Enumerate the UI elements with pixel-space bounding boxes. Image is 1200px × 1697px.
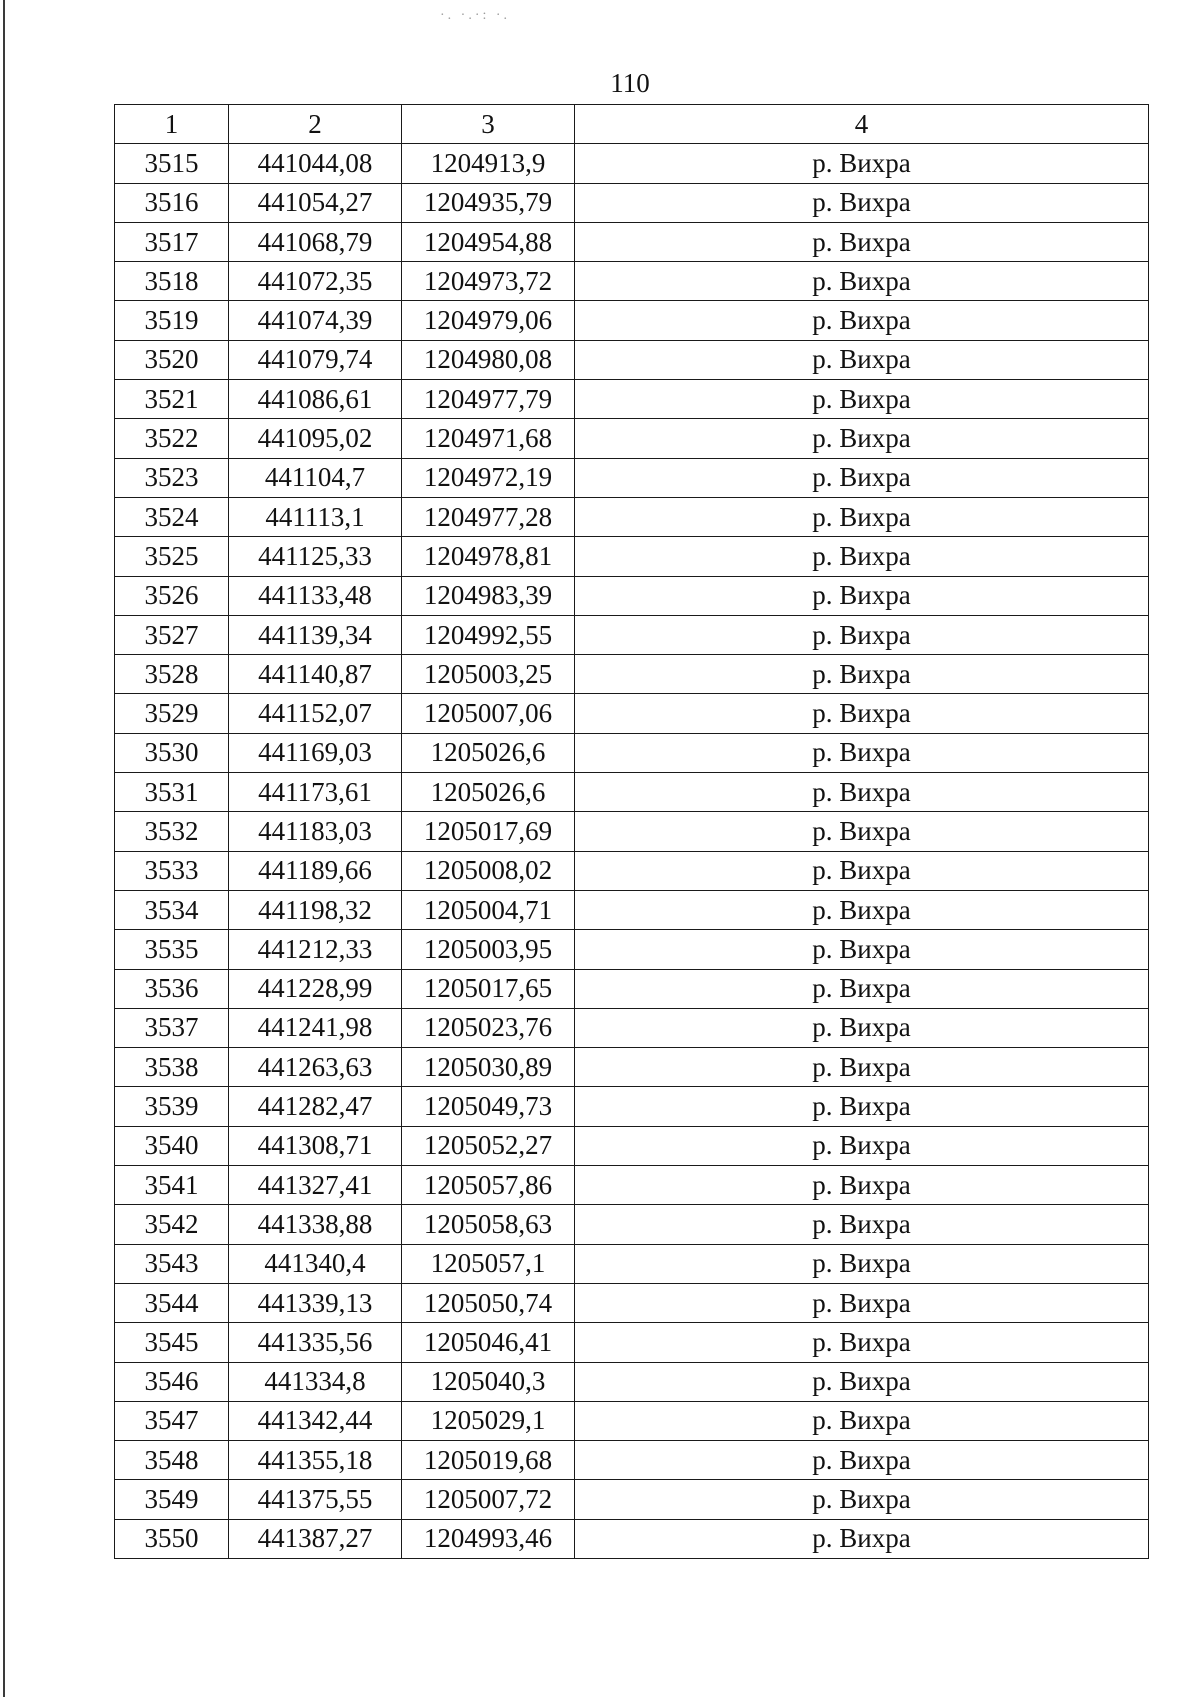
cell-point-number: 3521: [115, 380, 229, 419]
header-col-3: 3: [402, 105, 575, 144]
cell-point-number: 3538: [115, 1048, 229, 1087]
cell-coord-x: 441072,35: [229, 262, 402, 301]
cell-coord-y: 1205052,27: [402, 1126, 575, 1165]
cell-coord-x: 441387,27: [229, 1519, 402, 1558]
cell-point-number: 3543: [115, 1244, 229, 1283]
cell-coord-y: 1205007,06: [402, 694, 575, 733]
cell-point-number: 3525: [115, 537, 229, 576]
cell-point-number: 3547: [115, 1401, 229, 1440]
cell-description: р. Вихра: [575, 1401, 1149, 1440]
cell-point-number: 3520: [115, 340, 229, 379]
cell-coord-y: 1205017,65: [402, 969, 575, 1008]
cell-coord-y: 1205026,6: [402, 733, 575, 772]
cell-description: р. Вихра: [575, 1480, 1149, 1519]
cell-coord-y: 1205046,41: [402, 1323, 575, 1362]
cell-coord-y: 1204992,55: [402, 615, 575, 654]
cell-description: р. Вихра: [575, 301, 1149, 340]
cell-coord-x: 441074,39: [229, 301, 402, 340]
cell-coord-x: 441140,87: [229, 655, 402, 694]
cell-coord-y: 1205049,73: [402, 1087, 575, 1126]
cell-point-number: 3535: [115, 930, 229, 969]
table-row: [115, 890, 1149, 929]
table-row: [115, 1048, 1149, 1087]
cell-coord-x: 441054,27: [229, 183, 402, 222]
cell-point-number: 3531: [115, 773, 229, 812]
cell-description: р. Вихра: [575, 419, 1149, 458]
cell-coord-x: 441241,98: [229, 1008, 402, 1047]
cell-coord-y: 1205017,69: [402, 812, 575, 851]
cell-coord-x: 441339,13: [229, 1283, 402, 1322]
cell-description: р. Вихра: [575, 1048, 1149, 1087]
cell-point-number: 3524: [115, 497, 229, 536]
cell-coord-y: 1204973,72: [402, 262, 575, 301]
cell-coord-y: 1204972,19: [402, 458, 575, 497]
cell-coord-y: 1204935,79: [402, 183, 575, 222]
cell-coord-y: 1205007,72: [402, 1480, 575, 1519]
cell-point-number: 3522: [115, 419, 229, 458]
table-row: [115, 1362, 1149, 1401]
coordinates-table: [114, 104, 1149, 1559]
cell-coord-y: 1205057,1: [402, 1244, 575, 1283]
scan-margin-line: [3, 0, 5, 1697]
cell-coord-y: 1204913,9: [402, 144, 575, 183]
cell-description: р. Вихра: [575, 773, 1149, 812]
header-col-4: 4: [575, 105, 1149, 144]
cell-coord-x: 441212,33: [229, 930, 402, 969]
header-col-1: 1: [115, 105, 229, 144]
cell-coord-x: 441263,63: [229, 1048, 402, 1087]
table-row: [115, 537, 1149, 576]
cell-coord-x: 441338,88: [229, 1205, 402, 1244]
cell-description: р. Вихра: [575, 1323, 1149, 1362]
cell-point-number: 3517: [115, 222, 229, 261]
cell-description: р. Вихра: [575, 576, 1149, 615]
table-row: [115, 419, 1149, 458]
cell-description: р. Вихра: [575, 1283, 1149, 1322]
cell-coord-x: 441189,66: [229, 851, 402, 890]
table-row: [115, 773, 1149, 812]
table-row: [115, 340, 1149, 379]
cell-point-number: 3541: [115, 1166, 229, 1205]
cell-description: р. Вихра: [575, 1205, 1149, 1244]
cell-coord-x: 441104,7: [229, 458, 402, 497]
cell-point-number: 3537: [115, 1008, 229, 1047]
cell-description: р. Вихра: [575, 733, 1149, 772]
cell-coord-y: 1204980,08: [402, 340, 575, 379]
cell-coord-x: 441086,61: [229, 380, 402, 419]
header-row: [115, 105, 1149, 144]
cell-coord-x: 441375,55: [229, 1480, 402, 1519]
cell-description: р. Вихра: [575, 1362, 1149, 1401]
cell-description: р. Вихра: [575, 537, 1149, 576]
header-col-2: 2: [229, 105, 402, 144]
cell-coord-y: 1205003,95: [402, 930, 575, 969]
cell-coord-x: 441335,56: [229, 1323, 402, 1362]
cell-description: р. Вихра: [575, 1166, 1149, 1205]
cell-coord-y: 1204979,06: [402, 301, 575, 340]
cell-coord-y: 1205004,71: [402, 890, 575, 929]
cell-coord-x: 441044,08: [229, 144, 402, 183]
table-row: [115, 222, 1149, 261]
cell-point-number: 3548: [115, 1441, 229, 1480]
cell-point-number: 3540: [115, 1126, 229, 1165]
cell-description: р. Вихра: [575, 615, 1149, 654]
cell-coord-x: 441183,03: [229, 812, 402, 851]
cell-coord-x: 441133,48: [229, 576, 402, 615]
page-number: 110: [610, 68, 650, 98]
cell-description: р. Вихра: [575, 694, 1149, 733]
cell-coord-x: 441342,44: [229, 1401, 402, 1440]
cell-point-number: 3539: [115, 1087, 229, 1126]
table-row: [115, 183, 1149, 222]
cell-coord-x: 441079,74: [229, 340, 402, 379]
table-row: [115, 1283, 1149, 1322]
table-row: [115, 1244, 1149, 1283]
cell-coord-x: 441068,79: [229, 222, 402, 261]
cell-coord-x: 441355,18: [229, 1441, 402, 1480]
table-row: [115, 733, 1149, 772]
table-row: [115, 1008, 1149, 1047]
cell-coord-x: 441334,8: [229, 1362, 402, 1401]
cell-coord-y: 1204977,79: [402, 380, 575, 419]
cell-point-number: 3519: [115, 301, 229, 340]
cell-description: р. Вихра: [575, 144, 1149, 183]
cell-coord-x: 441113,1: [229, 497, 402, 536]
cell-coord-y: 1205030,89: [402, 1048, 575, 1087]
cell-coord-y: 1204978,81: [402, 537, 575, 576]
cell-point-number: 3545: [115, 1323, 229, 1362]
cell-point-number: 3529: [115, 694, 229, 733]
cell-point-number: 3526: [115, 576, 229, 615]
cell-description: р. Вихра: [575, 890, 1149, 929]
table-row: [115, 1205, 1149, 1244]
cell-point-number: 3536: [115, 969, 229, 1008]
table-row: [115, 969, 1149, 1008]
table-row: [115, 1323, 1149, 1362]
table-row: [115, 694, 1149, 733]
cell-coord-x: 441198,32: [229, 890, 402, 929]
cell-coord-y: 1205008,02: [402, 851, 575, 890]
cell-description: р. Вихра: [575, 340, 1149, 379]
cell-point-number: 3542: [115, 1205, 229, 1244]
table-row: [115, 851, 1149, 890]
cell-point-number: 3549: [115, 1480, 229, 1519]
cell-coord-y: 1204983,39: [402, 576, 575, 615]
cell-description: р. Вихра: [575, 851, 1149, 890]
cell-point-number: 3532: [115, 812, 229, 851]
cell-description: р. Вихра: [575, 1519, 1149, 1558]
cell-description: р. Вихра: [575, 812, 1149, 851]
cell-point-number: 3516: [115, 183, 229, 222]
cell-coord-x: 441327,41: [229, 1166, 402, 1205]
table-row: [115, 1480, 1149, 1519]
table-row: [115, 615, 1149, 654]
table-header: [115, 105, 1149, 144]
cell-coord-y: 1205023,76: [402, 1008, 575, 1047]
cell-point-number: 3515: [115, 144, 229, 183]
cell-coord-x: 441169,03: [229, 733, 402, 772]
cell-coord-x: 441282,47: [229, 1087, 402, 1126]
cell-point-number: 3533: [115, 851, 229, 890]
cell-description: р. Вихра: [575, 458, 1149, 497]
cell-coord-x: 441139,34: [229, 615, 402, 654]
table-row: [115, 144, 1149, 183]
cell-coord-x: 441308,71: [229, 1126, 402, 1165]
table-row: [115, 301, 1149, 340]
cell-coord-y: 1204954,88: [402, 222, 575, 261]
cell-coord-y: 1205026,6: [402, 773, 575, 812]
cell-coord-y: 1204977,28: [402, 497, 575, 536]
cell-description: р. Вихра: [575, 1244, 1149, 1283]
cell-coord-y: 1205019,68: [402, 1441, 575, 1480]
cell-coord-x: 441173,61: [229, 773, 402, 812]
cell-description: р. Вихра: [575, 1008, 1149, 1047]
cell-point-number: 3527: [115, 615, 229, 654]
table-row: [115, 930, 1149, 969]
cell-description: р. Вихра: [575, 380, 1149, 419]
table-row: [115, 1401, 1149, 1440]
scan-noise: ·. ·.·: ·.: [440, 8, 511, 23]
cell-point-number: 3528: [115, 655, 229, 694]
cell-description: р. Вихра: [575, 183, 1149, 222]
table-row: [115, 655, 1149, 694]
cell-point-number: 3550: [115, 1519, 229, 1558]
table-row: [115, 458, 1149, 497]
cell-point-number: 3523: [115, 458, 229, 497]
table-row: [115, 576, 1149, 615]
cell-description: р. Вихра: [575, 262, 1149, 301]
cell-coord-x: 441152,07: [229, 694, 402, 733]
cell-description: р. Вихра: [575, 222, 1149, 261]
cell-point-number: 3530: [115, 733, 229, 772]
cell-description: р. Вихра: [575, 655, 1149, 694]
cell-description: р. Вихра: [575, 930, 1149, 969]
table-row: [115, 1087, 1149, 1126]
cell-coord-y: 1204993,46: [402, 1519, 575, 1558]
cell-description: р. Вихра: [575, 969, 1149, 1008]
table-body: [115, 144, 1149, 1559]
table-row: [115, 1166, 1149, 1205]
cell-coord-x: 441340,4: [229, 1244, 402, 1283]
cell-coord-y: 1205029,1: [402, 1401, 575, 1440]
cell-coord-x: 441228,99: [229, 969, 402, 1008]
table-row: [115, 1519, 1149, 1558]
cell-description: р. Вихра: [575, 497, 1149, 536]
table-row: [115, 812, 1149, 851]
table-row: [115, 1126, 1149, 1165]
table-row: [115, 1441, 1149, 1480]
cell-point-number: 3544: [115, 1283, 229, 1322]
cell-description: р. Вихра: [575, 1087, 1149, 1126]
cell-coord-y: 1205050,74: [402, 1283, 575, 1322]
cell-point-number: 3518: [115, 262, 229, 301]
cell-description: р. Вихра: [575, 1441, 1149, 1480]
cell-description: р. Вихра: [575, 1126, 1149, 1165]
cell-coord-y: 1204971,68: [402, 419, 575, 458]
table-row: [115, 262, 1149, 301]
cell-coord-x: 441125,33: [229, 537, 402, 576]
cell-point-number: 3534: [115, 890, 229, 929]
table-row: [115, 380, 1149, 419]
cell-coord-y: 1205003,25: [402, 655, 575, 694]
cell-coord-y: 1205058,63: [402, 1205, 575, 1244]
cell-coord-y: 1205040,3: [402, 1362, 575, 1401]
cell-coord-y: 1205057,86: [402, 1166, 575, 1205]
cell-coord-x: 441095,02: [229, 419, 402, 458]
table-row: [115, 497, 1149, 536]
cell-point-number: 3546: [115, 1362, 229, 1401]
